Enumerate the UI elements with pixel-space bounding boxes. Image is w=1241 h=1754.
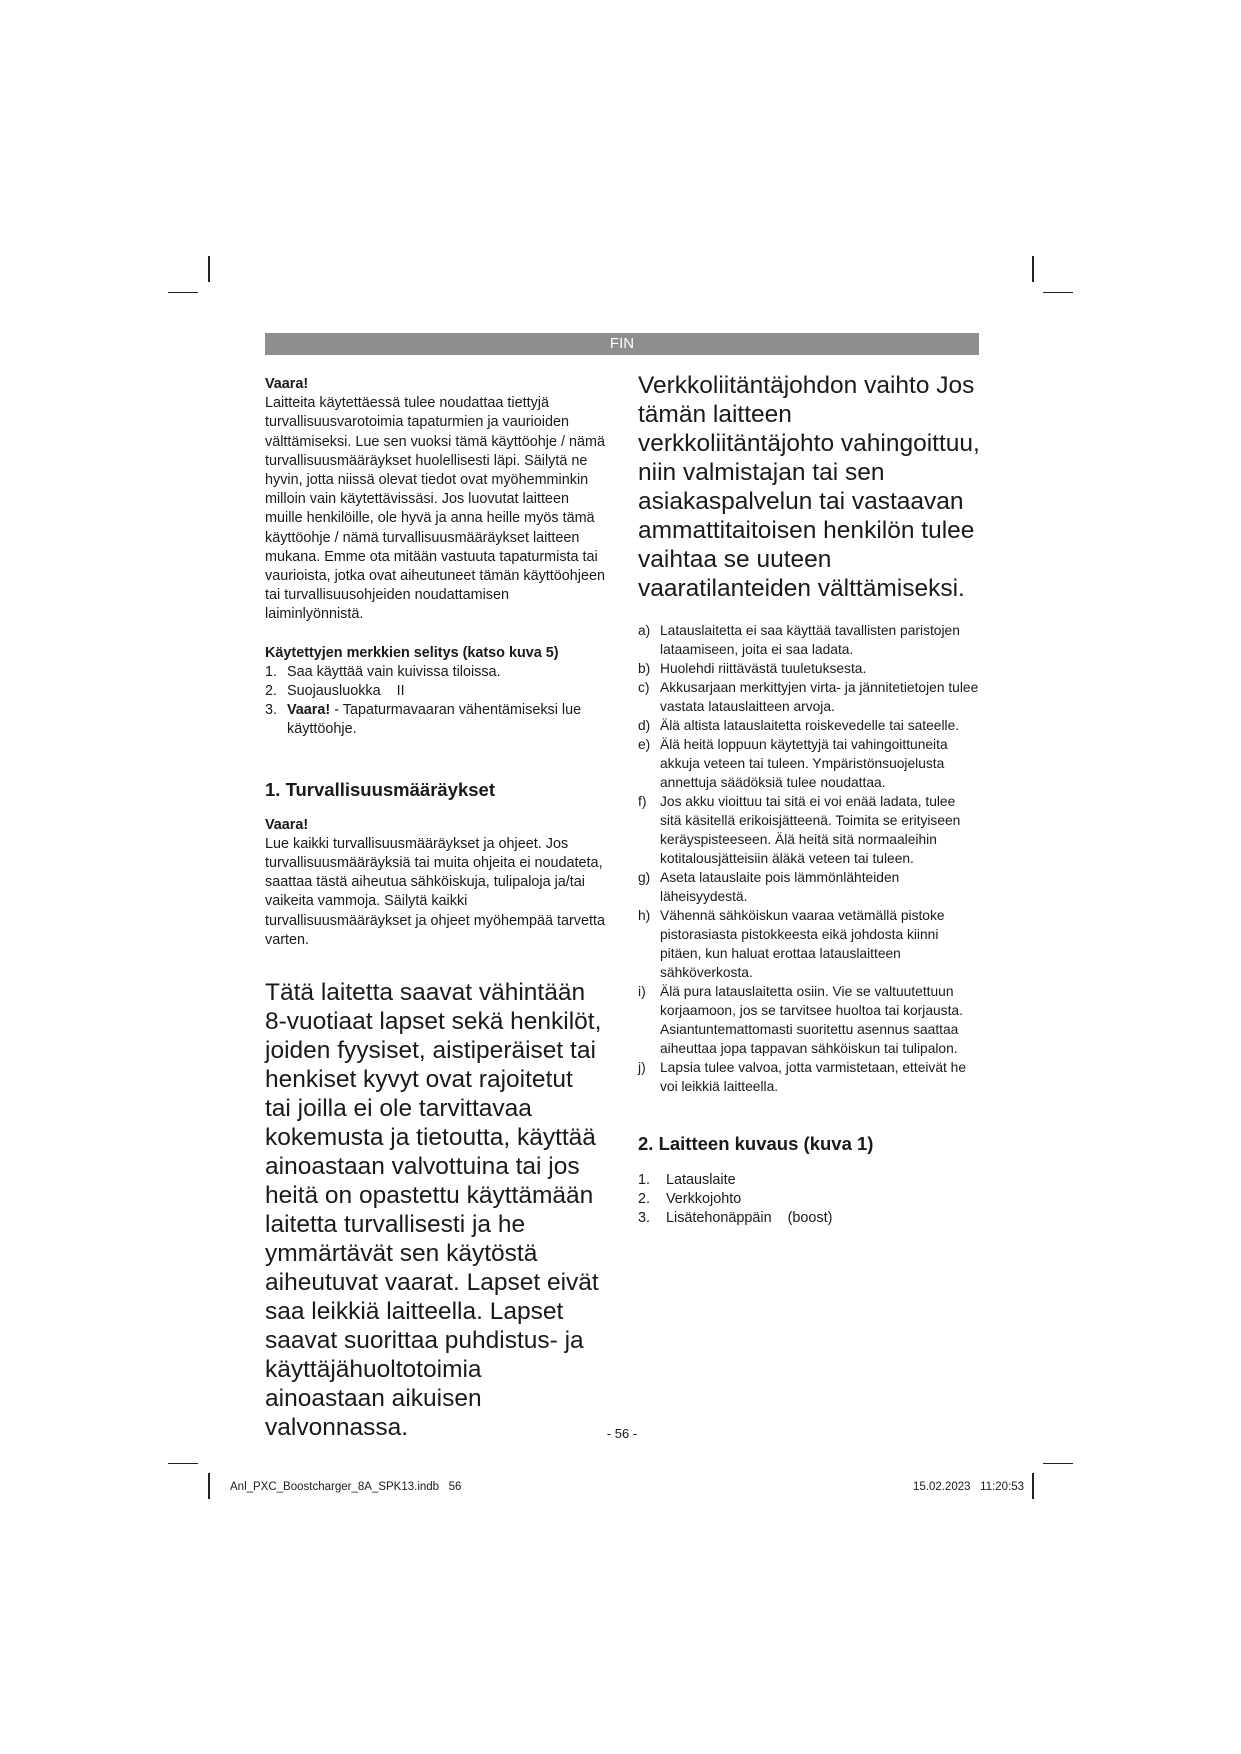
list-item: e) Älä heitä loppuun käytettyjä tai vahingoittuneita akkuja veteen tai tuleen. Ympäristönsuojelusta annettuja säädöksiä tulee noudattaa. — [638, 737, 948, 790]
list-item: 2. Suojausluokka II — [265, 683, 405, 700]
language-header-bar — [265, 333, 979, 355]
right-column — [638, 372, 980, 1229]
list-item: 3. Lisätehonäppäin (boost) — [638, 1210, 833, 1227]
list-item: 2. Verkkojohto — [638, 1191, 742, 1208]
timestamp: 15.02.2023 11:20:53 — [913, 1481, 1025, 1493]
language-label: FIN — [609, 335, 635, 352]
crop-mark — [1043, 292, 1073, 293]
symbols-title: Käytettyjen merkkien selitys (katso kuva 5) — [265, 644, 559, 661]
crop-mark — [1043, 1463, 1073, 1464]
safety-rules-list — [638, 621, 980, 1096]
list-item: b) Huolehdi riittävästä tuuletuksesta. — [638, 661, 867, 676]
crop-mark — [208, 1473, 210, 1499]
safety-notice: Tätä laitetta saavat vähintään 8-vuotiaat lapset sekä henkilöt, joiden fyysiset, aistiperäiset tai henkiset kyvyt ovat rajoitetut tai joilla ei ole tarvittavaa kokemusta ja tietoutta, käyttää ainoastaan valvottuina tai jos heitä on opastettu käyttämään laitetta turvallisesti ja he ymmärtävät sen käytöstä aiheutuvat vaarat. Lapset eivät saa leikkiä laitteella. Lapset saavat suorittaa puhdistus- ja käyttäjähuoltotoimia ainoastaan aikuisen valvonnassa. — [265, 979, 602, 1442]
list-item: i) Älä pura latauslaitetta osiin. Vie se valtuutettuun korjaamoon, jos se tarvitsee huoltoa tai korjausta. Asiantuntemattomasti suoritettu asennus saattaa aiheuttaa jopa tappavan sähköiskun tai tulipalon. — [638, 984, 963, 1056]
page-number: - 56 - — [606, 1426, 638, 1441]
list-item: 3. Vaara! - Tapaturmavaaran vähentämiseksi lue käyttöohje. — [265, 702, 582, 738]
parts-list — [638, 1171, 980, 1229]
list-item: f) Jos akku vioittuu tai sitä ei voi enää ladata, tulee sitä käsitellä erikoisjätteenä. Toimita se erityiseen keräyspisteeseen. Älä heitä sitä normaaleihin kotitalousjätteisiin äläkä veteen tai tuleen. — [638, 794, 961, 866]
warning-text: Laitteita käytettäessä tulee noudattaa tiettyjä turvallisuusvarotoimia tapaturmien ja vaurioiden välttämiseksi. Lue sen vuoksi tämä käyttöohje / nämä turvallisuusmääräykset huolellisesti läpi. Säilytä ne hyvin, jotta niissä olevat tiedot ovat myöhemminkin milloin vain käytettävissäsi. Jos luovutat laitteen muille henkilöille, ole hyvä ja anna heille myös tämä käyttöohje / nämä turvallisuusmääräykset laitteen mukana. Emme ota mitään vastuuta tapaturmista tai vaurioista, jotka ovat aiheutuneet tämän käyttöohjeen tai turvallisuusohjeiden noudattamisen laiminlyönnistä. — [265, 395, 605, 623]
power-cord-notice: Verkkoliitäntäjohdon vaihto Jos tämän laitteen verkkoliitäntäjohto vahingoittuu, niin valmistajan tai sen asiakaspalvelun tai vastaavan ammattitaitoisen henkilön tulee vaihtaa se uuteen vaaratilanteiden välttämiseksi. — [638, 372, 980, 602]
list-item: 1. Latauslaite — [638, 1172, 736, 1188]
section-title: 1. Turvallisuusmääräykset — [265, 778, 496, 800]
list-item: 1. Saa käyttää vain kuivissa tiloissa. — [265, 663, 501, 680]
warning-title: Vaara! — [265, 816, 309, 833]
crop-mark — [168, 1463, 198, 1464]
crop-mark — [208, 256, 210, 282]
section-title: 2. Laitteen kuvaus (kuva 1) — [638, 1133, 874, 1154]
list-item: g) Aseta latauslaite pois lämmönlähteiden läheisyydestä. — [638, 870, 900, 904]
list-item: j) Lapsia tulee valvoa, jotta varmistetaan, etteivät he voi leikkiä laitteella. — [638, 1060, 967, 1094]
warning-keyword: Vaara! — [287, 702, 331, 719]
crop-mark — [1032, 1473, 1034, 1499]
list-item: c) Akkusarjaan merkittyjen virta- ja jännitetietojen tulee vastata latauslaitteen arvoja. — [638, 680, 979, 714]
crop-mark — [1032, 256, 1034, 282]
symbols-list — [265, 663, 605, 740]
list-item: a) Latauslaitetta ei saa käyttää tavallisten paristojen lataamiseen, joita ei saa ladata. — [638, 623, 960, 657]
file-name: Anl_PXC_Boostcharger_8A_SPK13.indb 56 — [230, 1481, 462, 1493]
left-column — [265, 375, 605, 1442]
list-item: h) Vähennä sähköiskun vaaraa vetämällä pistoke pistorasiasta pistokkeesta eikä johdosta kiinni pitäen, kun haluat erottaa latauslaitteen sähköverkosta. — [638, 908, 945, 980]
crop-mark — [168, 292, 198, 293]
warning-text: Lue kaikki turvallisuusmääräykset ja ohjeet. Jos turvallisuusmääräyksiä tai muita ohjeita ei noudateta, saattaa tästä aiheutua sähköiskuja, tulipaloja ja/tai vaikeita vammoja. Säilytä kaikki turvallisuusmääräykset ja ohjeet myöhempää tarvetta varten. — [265, 835, 605, 948]
list-item: d) Älä altista latauslaitetta roiskevedelle tai sateelle. — [638, 718, 960, 733]
warning-title: Vaara! — [265, 376, 309, 392]
